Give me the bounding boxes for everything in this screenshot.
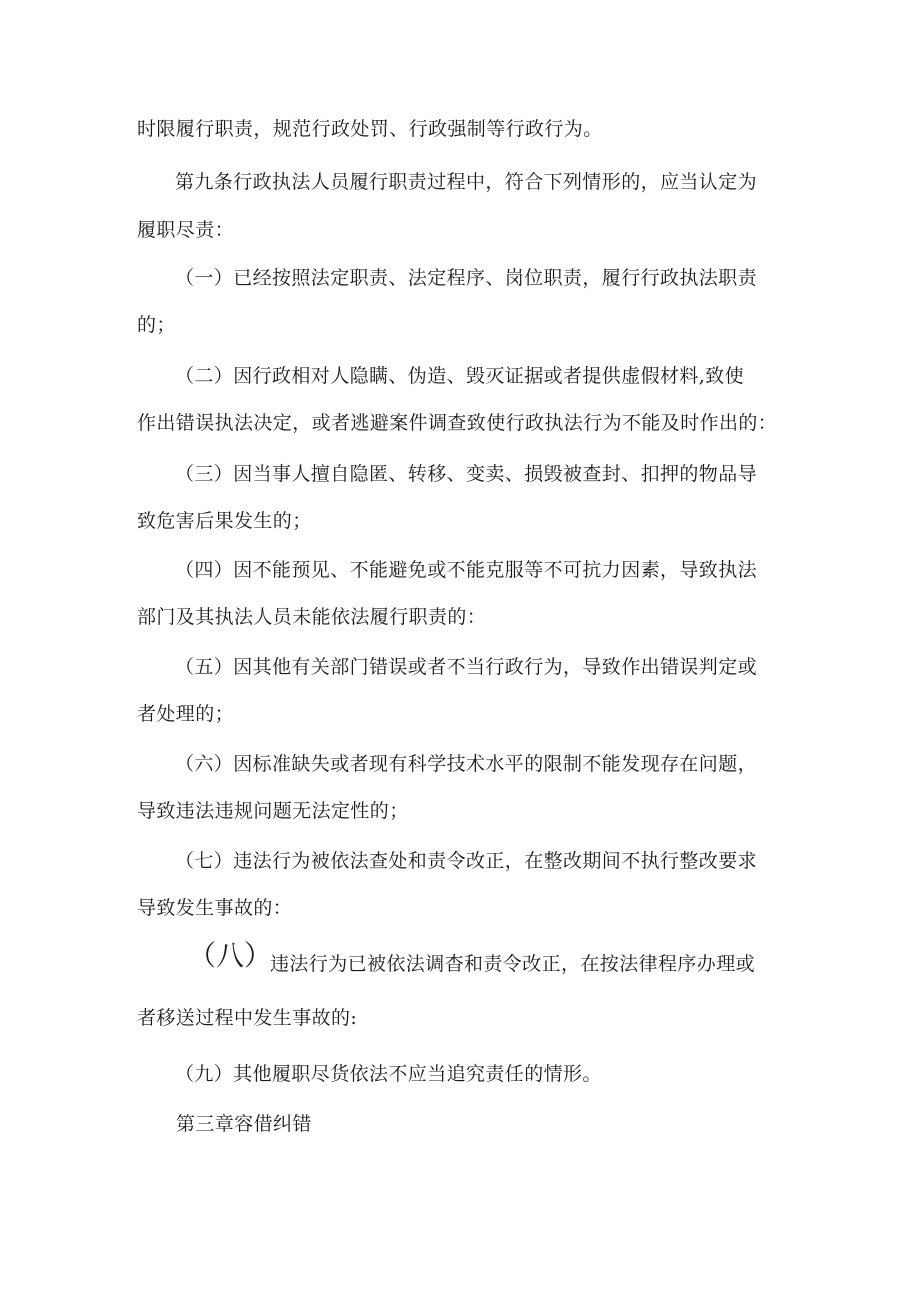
item-7-line-1: （七）违法行为被依法查处和责令改正，在整改期间不执行整改要求 — [175, 850, 758, 872]
paragraph-line: 时限履行职责，规范行政处罚、行政强制等行政行为。 — [137, 118, 603, 140]
chapter-heading: 第三章容借纠错 — [176, 1113, 312, 1135]
item-3-line-1: （三）因当事人擅自隐匿、转移、变卖、损毁被查封、扣押的物品导 — [175, 463, 758, 485]
item-8-line-1: 违法行为已被依法调杳和责令改正，在按法律程序办理或 — [270, 953, 756, 975]
item-2-line-2: 作出错误执法决定，或者逃避案件调查致使行政执法行为不能及时作出的： — [137, 412, 778, 434]
item-1-line-2: 的； — [137, 314, 176, 336]
item-5-line-2: 者处理的； — [137, 703, 235, 725]
item-4-line-2: 部门及其执法人员未能依法履行职责的： — [137, 606, 487, 628]
item-1-line-1: （一）已经按照法定职责、法定程序、岗位职责，履行行政执法职责 — [175, 267, 758, 289]
item-3-line-2: 致危害后果发生的； — [137, 510, 312, 532]
item-9-line-1: （九）其他履职尽货依法不应当追究责任的情形。 — [175, 1063, 602, 1085]
item-5-line-1: （五）因其他有关部门错误或者不当行政行为，导致作出错误判定或 — [175, 656, 758, 678]
item-6-line-2: 导致违法违规问题无法定性的； — [137, 800, 409, 822]
item-7-line-2: 导致发生事故的： — [137, 897, 293, 919]
item-4-line-1: （四）因不能预见、不能避免或不能克服等不可抗力因素，导致执法 — [175, 559, 758, 581]
item-6-line-1: （六）因标准缺失或者现有科学技术水平的限制不能发现存在问题， — [175, 753, 758, 775]
item-8-line-2: 者移送过程中发生事故的: — [137, 1007, 358, 1029]
article-9-line-1: 第九条行政执法人员履行职责过程中，符合下列情形的，应当认定为 — [175, 171, 758, 193]
item-2-line-1: （二）因行政相对人隐瞒、伪造、毁灭证据或者提供虚假材料,致使 — [175, 365, 745, 387]
article-9-line-2: 履职尽责： — [137, 219, 235, 241]
item-8-number: （八） — [188, 939, 273, 972]
